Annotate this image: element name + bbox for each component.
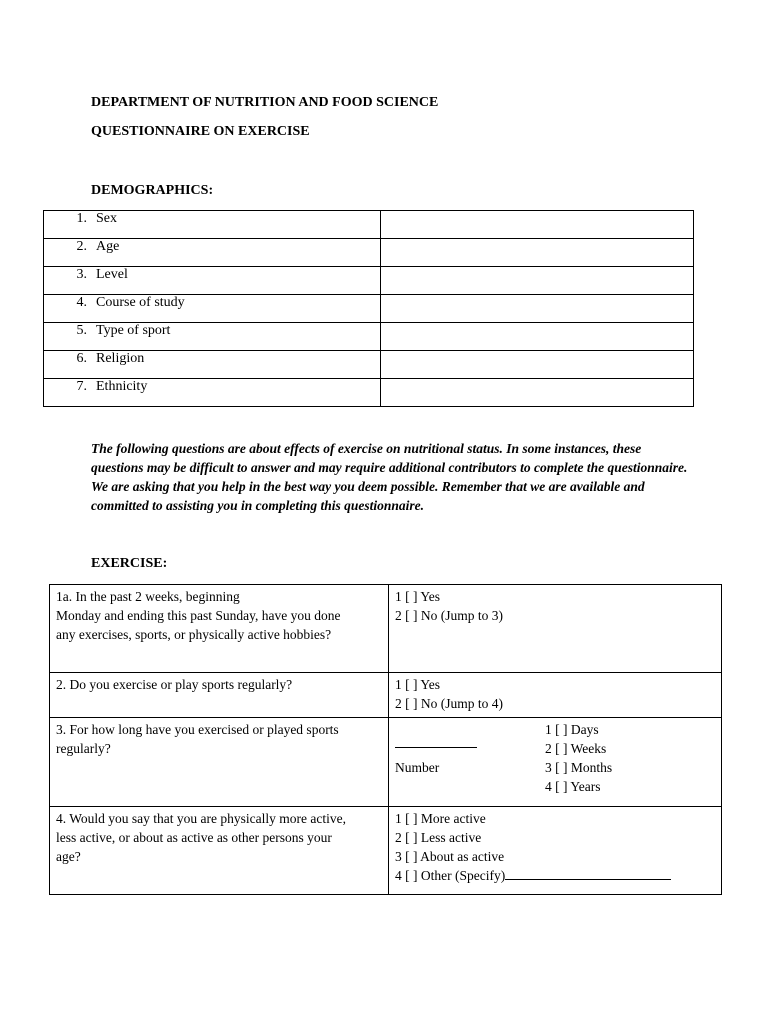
answer-cell-sex[interactable]: [381, 211, 694, 239]
options-cell-4: [389, 807, 722, 895]
answer-cell-level[interactable]: [381, 267, 694, 295]
item-label: Ethnicity: [96, 379, 148, 394]
question-text: age?: [56, 849, 81, 864]
question-text: 3. For how long have you exercised or played sports: [56, 722, 339, 737]
table-row: [44, 267, 694, 295]
answer-cell-course[interactable]: [381, 295, 694, 323]
option-no-checkbox[interactable]: 2 [ ] No (Jump to 4): [395, 696, 503, 711]
answer-cell-ethnicity[interactable]: [381, 379, 694, 407]
item-number: 4.: [76, 295, 87, 310]
option-more-active-checkbox[interactable]: 1 [ ] More active: [395, 811, 486, 826]
option-yes-checkbox[interactable]: 1 [ ] Yes: [395, 677, 441, 692]
number-label: Number: [395, 760, 440, 775]
answer-cell-age[interactable]: [381, 239, 694, 267]
question-text: less active, or about as active as other persons your: [56, 830, 332, 845]
table-row: [44, 295, 694, 323]
item-label: Sex: [96, 211, 117, 226]
table-row: [50, 585, 722, 673]
demographics-label-cell: [44, 323, 381, 351]
question-text: 2. Do you exercise or play sports regularly?: [56, 677, 293, 692]
demographics-label-cell: [44, 351, 381, 379]
item-number: 1.: [76, 211, 87, 226]
option-months-checkbox[interactable]: 3 [ ] Months: [545, 760, 613, 775]
question-text: 1a. In the past 2 weeks, beginning: [56, 589, 240, 604]
demographics-label-cell: [44, 295, 381, 323]
table-row: [44, 211, 694, 239]
question-cell-3: [50, 718, 389, 807]
item-label: Religion: [96, 351, 145, 366]
question-text: Monday and ending this past Sunday, have you done: [56, 608, 341, 623]
exercise-table: [49, 584, 722, 895]
question-cell-2: [50, 673, 389, 718]
option-weeks-checkbox[interactable]: 2 [ ] Weeks: [545, 741, 607, 756]
option-years-checkbox[interactable]: 4 [ ] Years: [545, 779, 601, 794]
question-text: 4. Would you say that you are physically more active,: [56, 811, 346, 826]
option-other-checkbox[interactable]: 4 [ ] Other (Specify): [395, 868, 506, 883]
item-label: Level: [96, 267, 128, 282]
question-text: regularly?: [56, 741, 111, 756]
demographics-heading: DEMOGRAPHICS:: [91, 183, 214, 198]
table-row: [50, 673, 722, 718]
table-row: [44, 379, 694, 407]
questionnaire-title: QUESTIONNAIRE ON EXERCISE: [91, 124, 310, 139]
demographics-label-cell: [44, 379, 381, 407]
table-row: [44, 323, 694, 351]
item-number: 5.: [76, 323, 87, 338]
option-yes-checkbox[interactable]: 1 [ ] Yes: [395, 589, 441, 604]
option-days-checkbox[interactable]: 1 [ ] Days: [545, 722, 599, 737]
question-cell-1a: [50, 585, 389, 673]
options-cell-3: [389, 718, 722, 807]
item-number: 6.: [76, 351, 87, 366]
specify-blank[interactable]: [505, 866, 671, 880]
table-row: [50, 807, 722, 895]
options-cell-1a: [389, 585, 722, 673]
table-row: [44, 239, 694, 267]
answer-cell-religion[interactable]: [381, 351, 694, 379]
demographics-label-cell: [44, 267, 381, 295]
intro-paragraph: The following questions are about effects of exercise on nutritional status. In some instances, these questions may be difficult to answer and may require additional contributors to complete the questionnaire. We are asking that you help in the best way you deem possible. Remember that we are available and committed to assisting you in completing this questionnaire.: [91, 441, 688, 513]
department-title: DEPARTMENT OF NUTRITION AND FOOD SCIENCE: [91, 95, 439, 110]
demographics-table: [43, 210, 694, 407]
item-number: 3.: [76, 267, 87, 282]
question-text: any exercises, sports, or physically active hobbies?: [56, 627, 332, 642]
option-no-checkbox[interactable]: 2 [ ] No (Jump to 3): [395, 608, 503, 623]
table-row: [44, 351, 694, 379]
table-row: [50, 718, 722, 807]
options-cell-2: [389, 673, 722, 718]
option-about-as-active-checkbox[interactable]: 3 [ ] About as active: [395, 849, 505, 864]
demographics-label-cell: [44, 239, 381, 267]
item-label: Age: [96, 239, 120, 254]
demographics-label-cell: [44, 211, 381, 239]
item-label: Type of sport: [96, 323, 171, 338]
option-less-active-checkbox[interactable]: 2 [ ] Less active: [395, 830, 482, 845]
item-number: 7.: [76, 379, 87, 394]
item-number: 2.: [76, 239, 87, 254]
item-label: Course of study: [96, 295, 185, 310]
number-blank[interactable]: [395, 735, 477, 748]
question-cell-4: [50, 807, 389, 895]
answer-cell-sport[interactable]: [381, 323, 694, 351]
exercise-heading: EXERCISE:: [91, 556, 168, 571]
